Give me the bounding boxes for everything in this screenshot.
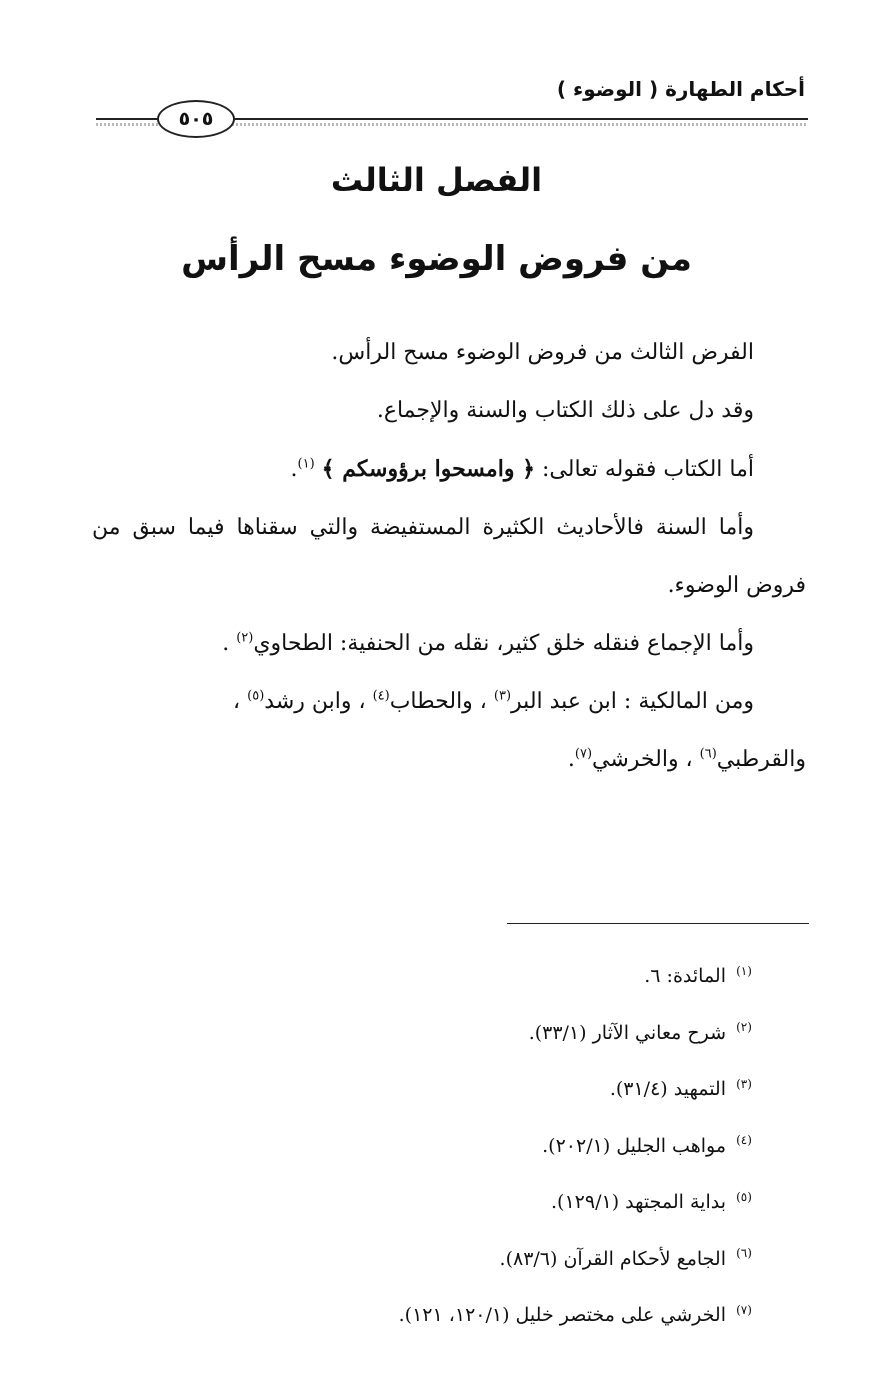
paragraph-2: وقد دل على ذلك الكتاب والسنة والإجماع. (376, 398, 754, 423)
footnote-7: (٧)الخرشي على مختصر خليل (١٢٠/١، ١٢١). (398, 1302, 752, 1326)
footnote-1: (١)المائدة: ٦. (644, 963, 752, 987)
paragraph-5-text: وأما الإجماع فنقله خلق كثير، نقله من الحنفية: الطحاوي (253, 631, 754, 656)
main-text (92, 324, 806, 789)
paragraph-6-part-c: ، وابن رشد (264, 689, 373, 714)
paragraph-3-text: أما الكتاب فقوله تعالى: (535, 457, 754, 482)
paragraph-3-end: . (290, 457, 298, 482)
paragraph-6-part-d: ، (233, 689, 248, 714)
paragraph-4-line-2: فروض الوضوء. (667, 573, 806, 598)
paragraph-6 (92, 673, 806, 731)
footnote-ref-1[interactable]: (١) (297, 456, 315, 472)
footnote-separator (507, 923, 809, 924)
footnote-ref-7[interactable]: (٧) (574, 746, 593, 762)
page-number: ٥٠٥ (157, 100, 235, 138)
footnote-text: الخرشي على مختصر خليل (١٢٠/١، ١٢١). (398, 1304, 726, 1326)
paragraph-6-part-b: ، والحطاب (389, 689, 494, 714)
chapter-heading: الفصل الثالث (330, 161, 543, 199)
footnote-ref-5[interactable]: (٥) (247, 688, 265, 704)
footnote-text: مواهب الجليل (٢٠٢/١). (542, 1134, 726, 1157)
paragraph-7-part-b: ، والخرشي (592, 747, 700, 772)
paragraph-3 (92, 440, 806, 499)
paragraph-4-line-1: وأما السنة فالأحاديث الكثيرة المستفيضة والتي سقناها فيما سبق من (92, 515, 754, 540)
footnote-text: التمهيد (٣١/٤). (609, 1078, 726, 1100)
running-header-title: أحكام الطهارة ( الوضوء ) (556, 77, 805, 101)
footnote-text: شرح معاني الآثار (٣٣/١). (528, 1021, 726, 1044)
footnote-text: بداية المجتهد (١٢٩/١). (551, 1191, 726, 1213)
paragraph-7 (92, 731, 806, 789)
footnote-2: (٢)شرح معاني الآثار (٣٣/١). (528, 1020, 752, 1044)
paragraph-5-end: . (222, 631, 237, 656)
footnote-4: (٤)مواهب الجليل (٢٠٢/١). (542, 1133, 752, 1157)
footnote-text: المائدة: ٦. (644, 965, 726, 987)
paragraph-7-end: . (567, 747, 575, 772)
footnote-ref-2[interactable]: (٢) (236, 630, 254, 646)
quran-verse: ﴿ وامسحوا برؤوسكم ﴾ (321, 456, 535, 482)
footnote-ref-6[interactable]: (٦) (699, 746, 717, 762)
footnotes (196, 948, 756, 1344)
paragraph-1: الفرض الثالث من فروض الوضوء مسح الرأس. (331, 340, 754, 365)
footnote-6: (٦)الجامع لأحكام القرآن (٨٣/٦). (499, 1246, 752, 1270)
section-heading: من فروض الوضوء مسح الرأس (181, 239, 692, 279)
paragraph-5 (92, 615, 806, 673)
paragraph-6-part-a: ومن المالكية : ابن عبد البر (511, 689, 754, 714)
footnote-3: (٣)التمهيد (٣١/٤). (609, 1076, 752, 1100)
footnote-5: (٥)بداية المجتهد (١٢٩/١). (551, 1189, 752, 1213)
footnote-text: الجامع لأحكام القرآن (٨٣/٦). (499, 1247, 726, 1270)
paragraph-7-part-a: والقرطبي (716, 747, 806, 772)
footnote-ref-3[interactable]: (٣) (493, 688, 512, 704)
footnote-ref-4[interactable]: (٤) (372, 688, 390, 704)
